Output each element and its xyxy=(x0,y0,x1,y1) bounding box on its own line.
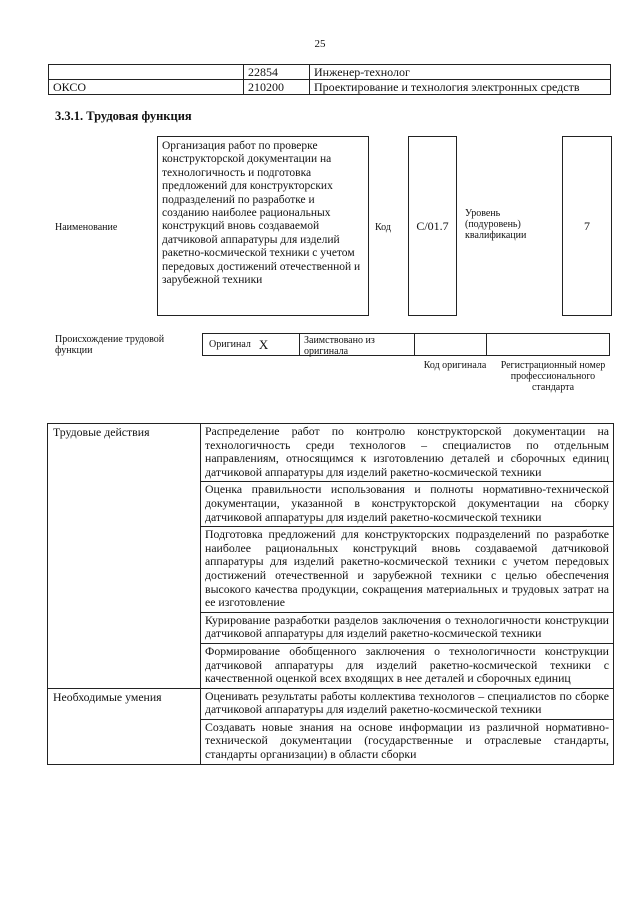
skill-item: Создавать новые знания на основе информации из различной нормативно-технической документации (государственные и отраслевые стандарты, стандарты организации) в области сборки xyxy=(201,719,614,764)
original-cell xyxy=(202,333,300,356)
borrowed-cell: Заимствовано из оригинала xyxy=(299,333,415,356)
code-original-label: Код оригинала xyxy=(423,360,487,371)
level-box: 7 xyxy=(562,136,612,316)
original-mark: X xyxy=(258,336,269,352)
reg-number-label: Регистрационный номер профессионального стандарта xyxy=(500,360,606,393)
name-label: Наименование xyxy=(55,222,118,233)
labor-action-item: Оценка правильности использования и полноты нормативно-технической документации, указанной в конструкторской документации на сборку датчиковой аппаратуры для изделий ракетно-космической техники xyxy=(201,482,614,527)
labor-action-item: Формирование обобщенного заключения о технологичности конструкции датчиковой аппаратуры для изделий ракетно-космической техники с качественной оценкой всех входящих в нее деталей и сборочных единиц xyxy=(201,643,614,688)
required-skills-label: Необходимые умения xyxy=(48,688,201,764)
table-row xyxy=(48,688,614,719)
code-label: ОКСО xyxy=(49,80,244,95)
code-label: Код xyxy=(375,222,391,233)
codes-table xyxy=(48,64,611,95)
skill-item: Оценивать результаты работы коллектива технологов – специалистов по сборке датчиковой аппаратуры для изделий ракетно-космической техники xyxy=(201,688,614,719)
labor-action-item: Подготовка предложений для конструкторских подразделений по разработке наиболее рациональных конструкций вновь создаваемой датчиковой аппаратуры для изделий ракетно-космической техники с учетом передовых достижений отечественной и зарубежной техники с целью обеспечения высокого качества продукции, сокращения материальных и трудовых затрат на ее изготовление xyxy=(201,527,614,613)
origin-row xyxy=(202,333,610,356)
section-title: 3.3.1. Трудовая функция xyxy=(55,109,192,123)
code-value: 210200 xyxy=(244,80,310,95)
code-value: 22854 xyxy=(244,65,310,80)
table-row xyxy=(49,65,611,80)
code-label xyxy=(49,65,244,80)
code-title: Проектирование и технология электронных средств xyxy=(310,80,611,95)
function-code-box: C/01.7 xyxy=(408,136,457,316)
labor-action-item: Распределение работ по контролю конструкторской документации на технологичность среди технологов – специалистов по отдельным направлениям, относящимся к изготовлению деталей и сборочных единиц датчиковой аппаратуры для изделий ракетно-космической техники xyxy=(201,424,614,482)
origin-label: Происхождение трудовой функции xyxy=(55,334,165,356)
original-label: Оригинал xyxy=(209,339,251,350)
labor-actions-label: Трудовые действия xyxy=(48,424,201,689)
reg-number-cell xyxy=(486,333,610,356)
function-name-box: Организация работ по проверке конструкторской документации на технологичность и подготовка предложений для конструкторских подразделений по разработке и созданию наиболее рациональных конструкций вновь создаваемой датчиковой аппаратуры для изделий ракетно-космической техники с учетом передовых достижений отечественной и зарубежной техники xyxy=(157,136,369,316)
function-details-table xyxy=(47,423,614,765)
table-row xyxy=(48,424,614,482)
table-row xyxy=(49,80,611,95)
page-number: 25 xyxy=(314,38,326,50)
code-title: Инженер-технолог xyxy=(310,65,611,80)
code-original-cell xyxy=(414,333,487,356)
level-label: Уровень (подуровень) квалификации xyxy=(465,208,527,241)
labor-action-item: Курирование разработки разделов заключения о технологичности конструкции датчиковой аппаратуры для изделий ракетно-космической техники xyxy=(201,612,614,643)
